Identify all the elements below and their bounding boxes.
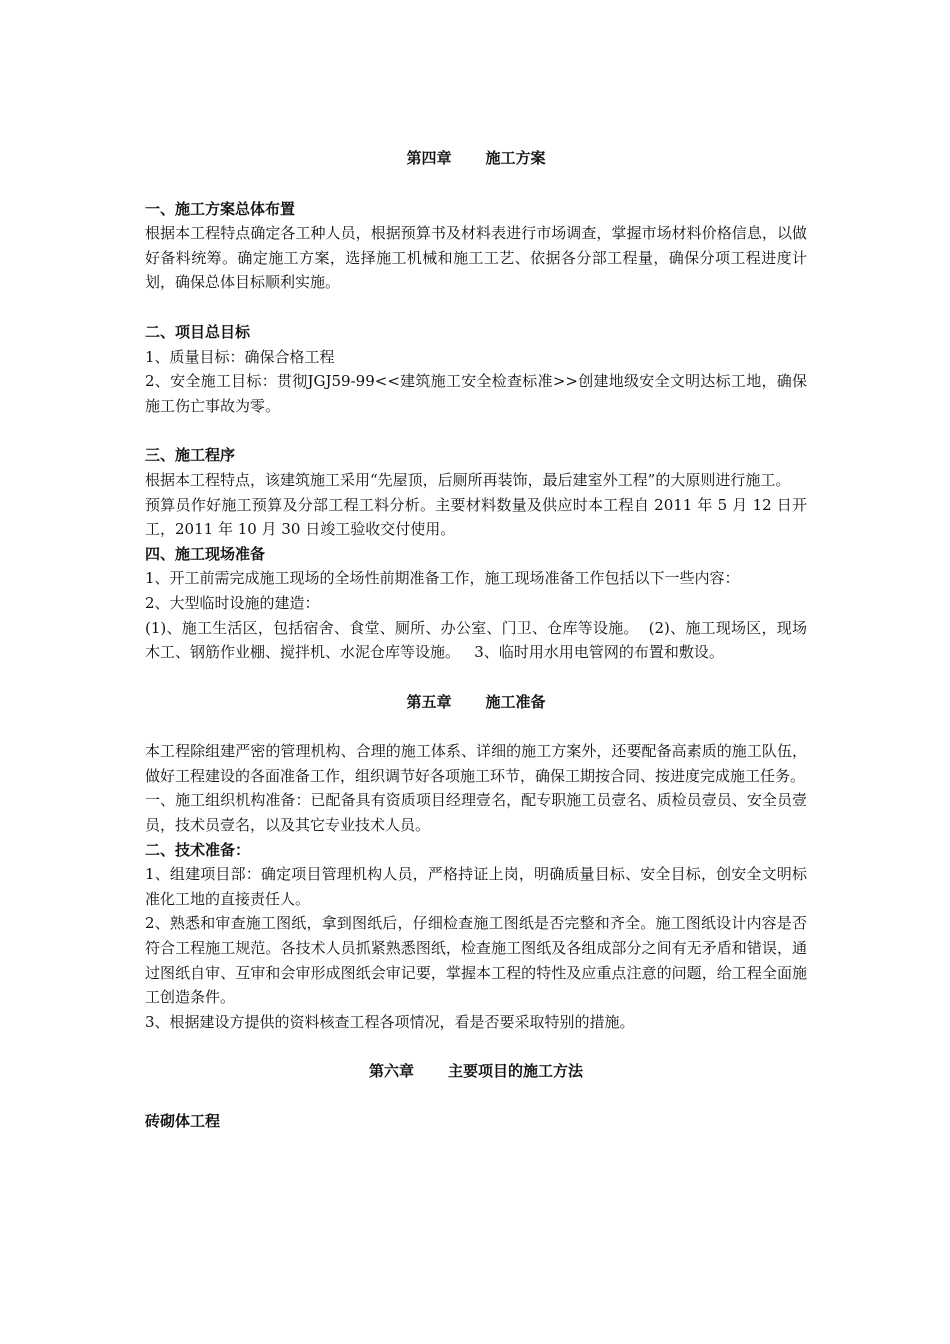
list-item: 1、质量目标：确保合格工程 xyxy=(145,347,335,366)
chapter-number: 第四章 xyxy=(406,149,452,167)
section-heading: 二、技术准备： xyxy=(145,840,251,859)
list-item: 1、组建项目部：确定项目管理机构人员，严格持证上岗，明确质量目标、安全目标，创安全文明标准化工地的直接责任人。 xyxy=(145,865,807,908)
chapter-name: 主要项目的施工方法 xyxy=(448,1062,584,1081)
list-item: 1、开工前需完成施工现场的全场性前期准备工作，施工现场准备工作包括以下一些内容： xyxy=(145,569,740,588)
chapter-name: 施工准备 xyxy=(485,692,546,711)
section-heading: 四、施工现场准备 xyxy=(145,544,266,563)
paragraph: 本工程除组建严密的管理机构、合理的施工体系、详细的施工方案外，还要配备高素质的施工队伍，做好工程建设的各面准备工作，组织调节好各项施工环节，确保工期按合同、按进度完成施工任务。 xyxy=(145,742,807,785)
chapter-5-title xyxy=(145,690,807,715)
chapter-4-title xyxy=(145,146,807,171)
list-item: (1)、施工生活区，包括宿舍、食堂、厕所、办公室、门卫、仓库等设施。 (2)、施工现场区，现场木工、钢筋作业棚、搅拌机、水泥仓库等设施。 3、临时用水用电管网的布置和敷设。 xyxy=(145,618,807,662)
section-heading: 一、施工方案总体布置 xyxy=(145,199,296,218)
paragraph: 一、施工组织机构准备：已配备具有资质项目经理壹名，配专职施工员壹名、质检员壹员、安全员壹员，技术员壹名，以及其它专业技术人员。 xyxy=(145,791,807,835)
document-page xyxy=(145,146,807,1134)
chapter-6-title xyxy=(145,1059,807,1084)
list-item: 3、根据建设方提供的资料核查工程各项情况，看是否要采取特别的措施。 xyxy=(145,1012,635,1031)
list-item: 2、大型临时设施的建造： xyxy=(145,593,320,612)
list-item: 2、安全施工目标：贯彻JGJ59-99<<建筑施工安全检查标准>>创建地级安全文明达标工地，确保施工伤亡事故为零。 xyxy=(145,372,807,415)
paragraph: 预算员作好施工预算及分部工程工料分析。主要材料数量及供应时本工程自 2011 年 5 月 12 日开工，2011 年 10 月 30 日竣工验收交付使用。 xyxy=(145,495,807,539)
paragraph: 根据本工程特点，该建筑施工采用“先屋顶，后厕所再装饰，最后建室外工程”的大原则进行施工。 xyxy=(145,470,791,489)
section-heading: 二、项目总目标 xyxy=(145,322,251,341)
paragraph: 根据本工程特点确定各工种人员，根据预算书及材料表进行市场调查，掌握市场材料价格信息，以做好备料统筹。确定施工方案，选择施工机械和施工工艺、依据各分部工程量，确保分项工程进度计划，确保总体目标顺利实施。 xyxy=(145,224,807,292)
chapter-number: 第六章 xyxy=(368,1062,414,1081)
chapter-name: 施工方案 xyxy=(485,149,546,167)
section-heading: 砖砌体工程 xyxy=(145,1112,221,1130)
section-heading: 三、施工程序 xyxy=(145,446,236,465)
list-item: 2、熟悉和审查施工图纸，拿到图纸后，仔细检查施工图纸是否完整和齐全。施工图纸设计内容是否符合工程施工规范。各技术人员抓紧熟悉图纸，检查施工图纸及各组成部分之间有无矛盾和错误，通过图纸自审、互审和会审形成图纸会审记要，掌握本工程的特性及应重点注意的问题，给工程全面施工创造条件。 xyxy=(145,914,807,1007)
chapter-number: 第五章 xyxy=(406,692,452,711)
